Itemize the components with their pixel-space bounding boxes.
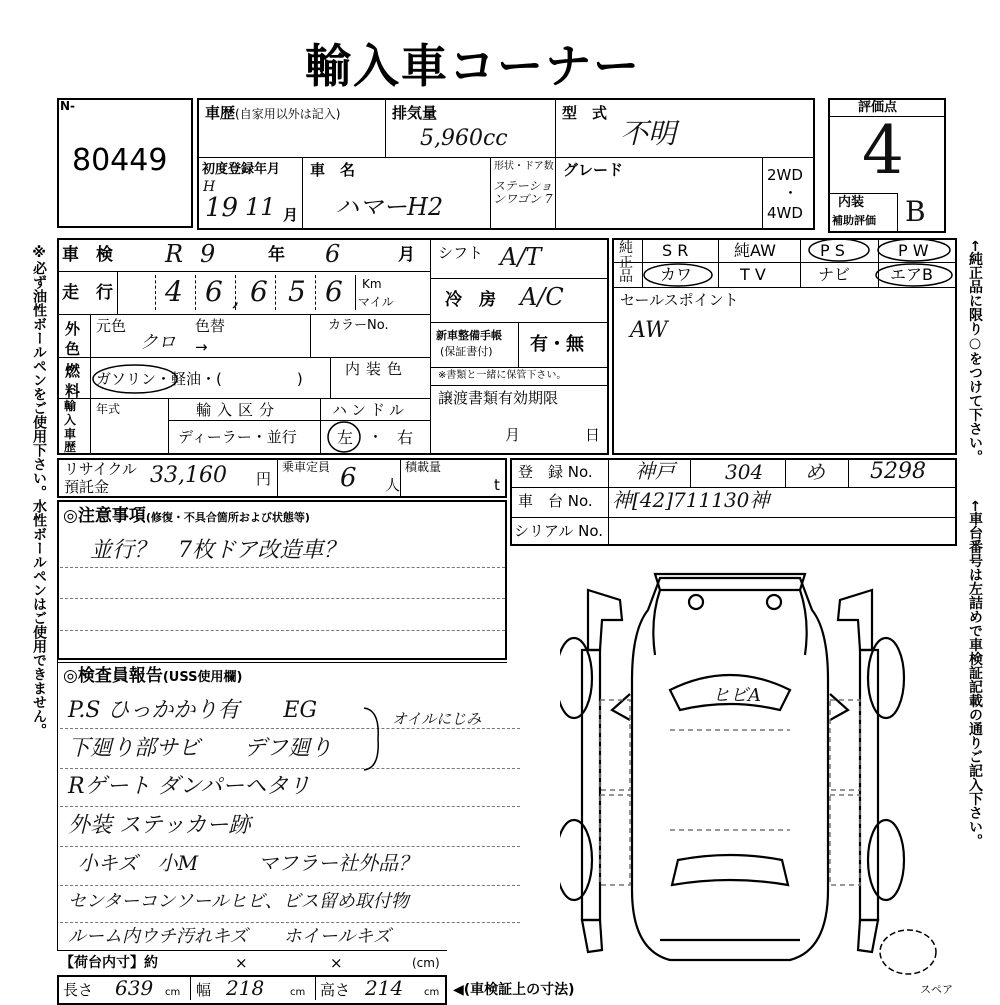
length-label: 長さ [63, 981, 94, 999]
cargo-unit: (cm) [412, 956, 440, 970]
option-tv[interactable]: T V [740, 265, 766, 284]
import-class-label: 輸入区分 [196, 401, 281, 419]
length-value: 639 [115, 976, 154, 1000]
recycle-label-2: 預託金 [64, 478, 110, 496]
mileage-digit-4: 5 [288, 275, 306, 308]
cargo-x1: × [235, 954, 248, 972]
first-reg-year: 19 [205, 193, 239, 223]
handle-left-circle [325, 419, 363, 455]
drive-dot: ・ [783, 184, 799, 202]
width-label: 幅 [196, 981, 212, 999]
option-circles [612, 236, 957, 292]
side-note-left: ※必ず油性ボールペンをご使用下さい。水性ボールペンはご使用できません。 [31, 245, 47, 737]
handle-right: 右 [397, 428, 414, 447]
spare-label: スペア [920, 983, 953, 996]
car-name-value: ハマーH2 [335, 193, 444, 221]
option-sr[interactable]: S R [662, 241, 689, 260]
recycle-unit: 円 [256, 470, 272, 488]
ac-label: 冷 房 [445, 290, 496, 310]
height-value: 214 [365, 976, 404, 1000]
dimensions-note: ◀(車検証上の寸法) [453, 982, 575, 998]
car-name-label: 車 名 [310, 161, 356, 179]
handle-dot: ・ [368, 428, 384, 446]
inspection-label: 車 検 [62, 245, 113, 265]
options-label: 純正品 [619, 240, 633, 286]
transfer-label: 譲渡書類有効期限 [438, 389, 559, 407]
import-class-value: ディーラー・並行 [178, 428, 297, 446]
caution-label: ◎注意事項(修復・不具合箇所および状態等) [63, 506, 310, 526]
exterior-value: クロ [140, 332, 176, 353]
height-label: 高さ [320, 981, 351, 999]
registration-v3: め [805, 460, 825, 484]
mileage-digit-3: 6 [250, 275, 268, 308]
maintenance-label: 新車整備手帳 [436, 329, 502, 342]
inspector-line-1: P.S ひっかかり有 EG [68, 698, 318, 723]
exterior-color-no-label: カラーNo. [328, 318, 389, 333]
registration-label: 登 録 No. [518, 463, 593, 481]
displacement-label: 排気量 [392, 104, 438, 122]
import-year-label: 年式 [96, 402, 121, 416]
inspector-line-7: ルーム内ウチ汚れキズ ホイールキズ [68, 926, 391, 947]
exterior-orig-label: 元色 [96, 317, 127, 335]
inspection-era: R [165, 240, 184, 268]
caution-text: 並行？ 7枚ドア改造車？ [90, 538, 346, 563]
fuel-selected-circle [90, 360, 180, 396]
maintenance-sub: (保証書付) [440, 345, 493, 358]
inspector-bracket-note: オイルにじみ [392, 710, 482, 728]
length-unit: cm [165, 987, 181, 998]
recycle-label-1: リサイクル [64, 460, 137, 478]
first-reg-era: H [203, 179, 216, 195]
exterior-arrow: → [195, 338, 208, 356]
registration-v4: 5298 [870, 459, 926, 484]
drive-2wd[interactable]: 2WD [767, 166, 803, 184]
inspector-label: ◎検査員報告(USS使用欄) [63, 666, 243, 686]
serial-label: シリアル No. [514, 522, 604, 540]
capacity-label: 乗車定員 [282, 460, 331, 474]
mileage-comma: , [232, 283, 240, 311]
model-type-label: 型 式 [562, 104, 608, 122]
width-unit: cm [290, 987, 306, 998]
mileage-digit-1: 4 [165, 275, 183, 308]
width-value: 218 [226, 976, 265, 1000]
transfer-month: 月 [505, 426, 521, 444]
mileage-digit-2: 6 [205, 275, 223, 308]
first-reg-month-label: 月 [283, 206, 299, 224]
transfer-day: 日 [585, 426, 601, 444]
inspection-month-label: 月 [398, 245, 415, 265]
model-type-value: 不明 [620, 117, 677, 150]
lot-prefix: N- [60, 99, 76, 113]
grade-label: グレード [563, 161, 624, 179]
inspection-year-label: 年 [268, 245, 285, 265]
capacity-unit: 人 [385, 476, 401, 494]
inspector-bracket [362, 706, 384, 772]
inspector-line-4: 外装 ステッカー跡 [68, 813, 251, 838]
body-shape-value: ステーションワゴン 7 [493, 179, 553, 207]
registration-v2: 304 [725, 460, 764, 484]
option-leather[interactable]: カワ [660, 265, 693, 284]
maintenance-note: ※書類と一緒に保管下さい。 [438, 370, 567, 381]
load-unit: t [494, 476, 500, 494]
exterior-label: 外色 [65, 320, 81, 358]
interior-score-value: B [905, 195, 926, 228]
load-label: 積載量 [405, 460, 442, 474]
side-note-right-top: ←純正品に限り○をつけて下さい。 [967, 240, 983, 464]
option-pw[interactable]: P W [898, 241, 929, 260]
recycle-value: 33,160 [150, 463, 227, 488]
page-title: 輸入車コーナー [305, 39, 641, 93]
ac-value: A/C [520, 283, 564, 311]
grade-score-value: 4 [862, 112, 904, 189]
windshield-mark: ヒビA [712, 685, 761, 706]
inspection-month: 6 [325, 240, 341, 268]
mileage-unit-km: Km [362, 277, 382, 291]
shift-value: A/T [500, 243, 542, 271]
interior-score-label2: 補助評価 [832, 214, 876, 227]
history-label: 車歴(自家用以外は記入) [205, 104, 341, 122]
cargo-x2: × [330, 954, 343, 972]
side-note-right-bottom: ←車台番号は左詰めで車検証記載の通りご記入下さい。 [967, 500, 983, 848]
option-navi[interactable]: ナビ [818, 265, 851, 284]
handle-left: 左 [337, 428, 354, 447]
interior-score-label1: 内装 [838, 195, 865, 210]
option-aw[interactable]: 純AW [734, 241, 776, 260]
registration-v1: 神戸 [635, 459, 675, 483]
capacity-value: 6 [340, 463, 357, 493]
interior-color-label: 内装色 [345, 360, 409, 378]
drive-4wd[interactable]: 4WD [767, 204, 803, 222]
inspector-line-2: 下廻り部サビ デフ廻り [68, 736, 333, 761]
car-diagram [560, 560, 960, 980]
fuel-label: 燃料 [65, 362, 81, 400]
fuel-options: ガソリン・軽油・( ) [96, 370, 303, 388]
shift-label: シフト [438, 244, 484, 262]
sales-point-value: AW [630, 318, 668, 343]
mileage-digit-5: 6 [325, 275, 343, 308]
first-reg-month: 11 [245, 193, 276, 221]
displacement-value: 5,960cc [420, 126, 508, 151]
body-shape-label: 形状・ドア数 [494, 161, 554, 172]
inspector-line-3: Rゲート ダンパーヘタリ [68, 774, 311, 799]
inspector-line-6: センターコンソールヒビ、ビス留め取付物 [68, 891, 409, 912]
handle-label: ハンドル [332, 401, 409, 419]
sales-point-label: セールスポイント [620, 291, 739, 309]
first-reg-label: 初度登録年月 [202, 162, 281, 177]
mileage-label: 走 行 [62, 283, 113, 303]
option-ps[interactable]: P S [820, 241, 845, 260]
grade-score-label: 評価点 [858, 100, 898, 115]
chassis-value: 神[42]711130神 [612, 488, 770, 512]
chassis-label: 車 台 No. [518, 492, 593, 510]
cargo-label: 【荷台内寸】約 [60, 955, 158, 971]
inspector-line-5: 小キズ 小M マフラー社外品？ [78, 851, 419, 875]
import-label: 輸入車歴 [64, 399, 77, 455]
exterior-change-label: 色替 [195, 317, 226, 335]
inspection-year: 9 [200, 240, 216, 268]
lot-number: 80449 [72, 143, 168, 178]
height-unit: cm [424, 987, 440, 998]
option-airbag[interactable]: エアB [890, 265, 933, 284]
maintenance-value: 有・無 [530, 334, 584, 355]
mileage-unit-mile: マイル [358, 295, 394, 309]
